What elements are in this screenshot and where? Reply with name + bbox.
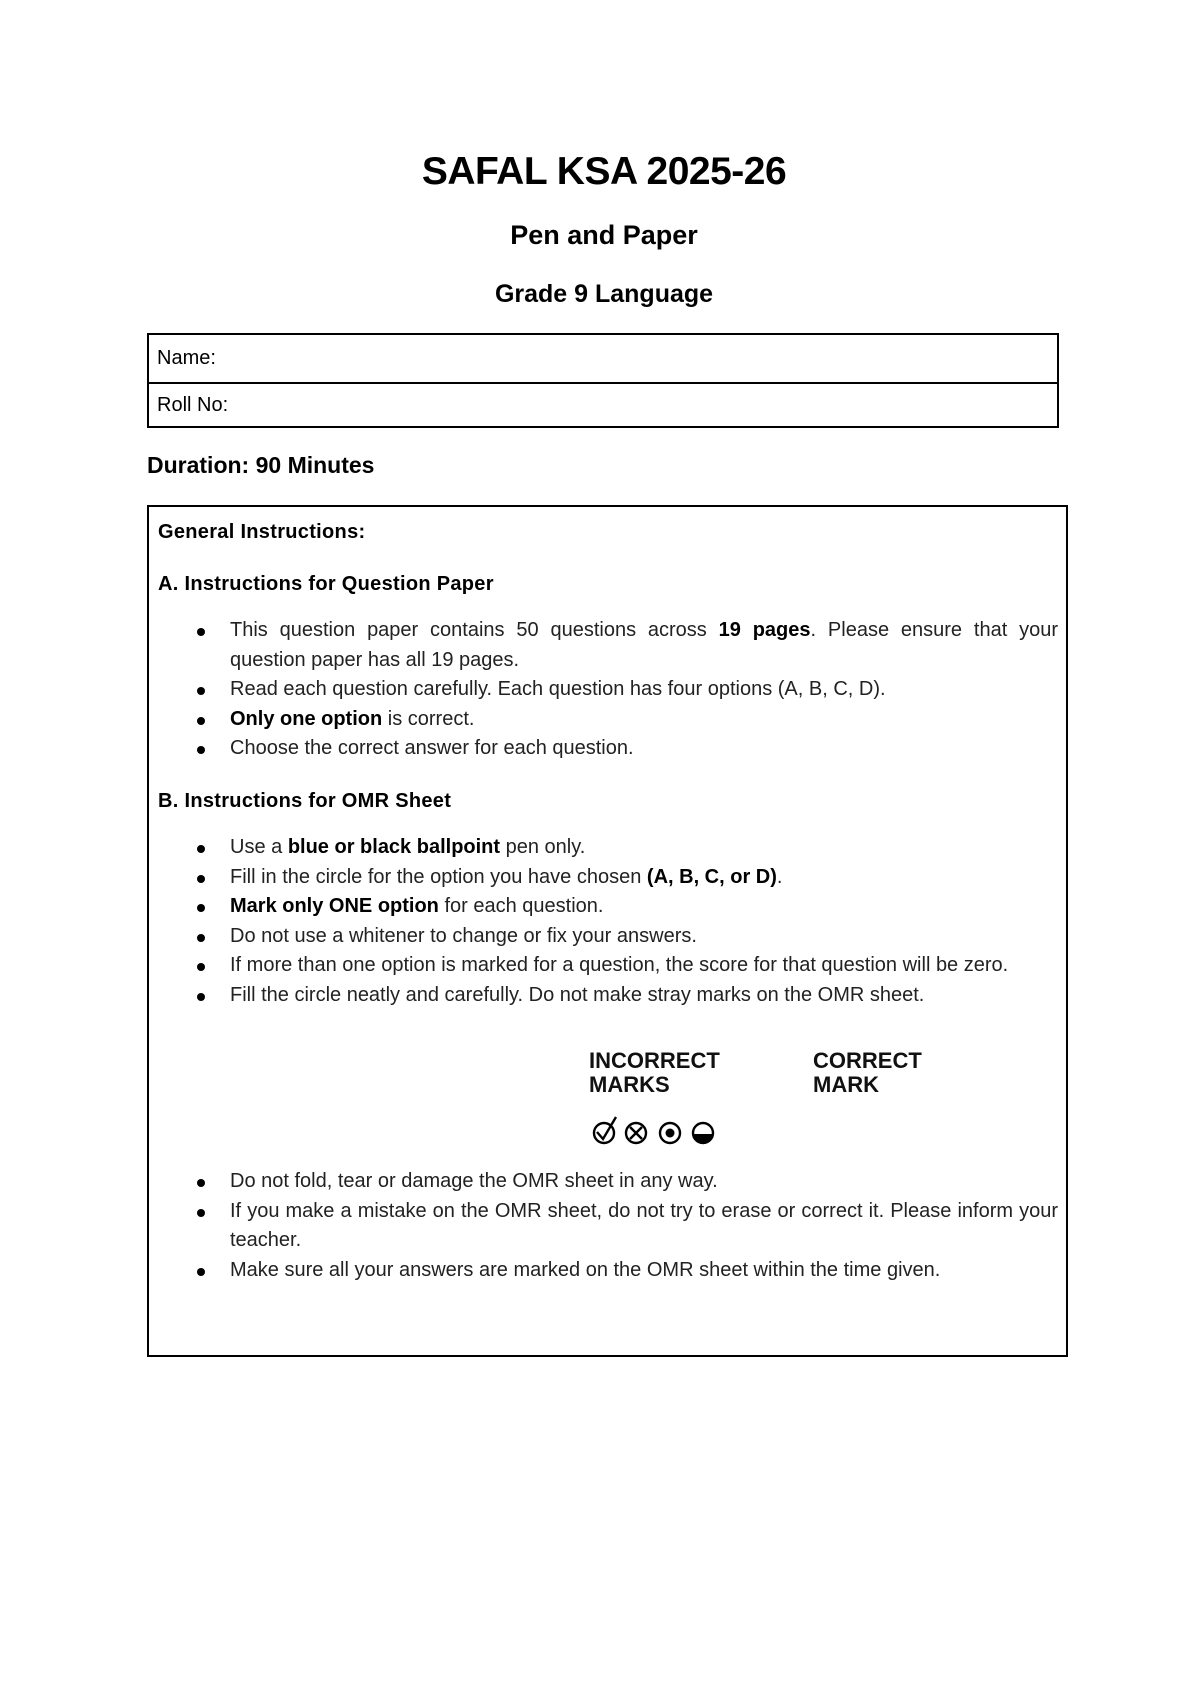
roll-number-label: Roll No: <box>157 393 229 416</box>
list-item: Fill in the circle for the option you have chosen (A, B, C, or D). <box>149 863 1068 893</box>
list-item: Do not fold, tear or damage the OMR sheet in any way. <box>149 1167 1068 1197</box>
grade-subject-heading: Grade 9 Language <box>494 280 714 308</box>
list-item: Make sure all your answers are marked on the OMR sheet within the time given. <box>149 1256 1068 1286</box>
omr-marks-svg <box>439 1049 799 1159</box>
list-item: Use a blue or black ballpoint pen only. <box>149 833 1068 863</box>
general-instructions-box <box>147 505 1068 1357</box>
list-item: If you make a mistake on the OMR sheet, do not try to erase or correct it. Please inform your teacher. <box>149 1197 1068 1256</box>
section-b-list <box>149 833 1068 1010</box>
list-item: Only one option is correct. <box>149 705 1068 735</box>
tick-mark-icon <box>594 1117 616 1143</box>
general-instructions-heading: General Instructions: <box>158 521 366 543</box>
student-info-table <box>147 333 1059 428</box>
omr-marks-figure <box>439 1048 922 1159</box>
list-item: Fill the circle neatly and carefully. Do not make stray marks on the OMR sheet. <box>149 981 1068 1011</box>
list-item: Read each question carefully. Each question has four options (A, B, C, D). <box>149 675 1068 705</box>
dot-mark-icon <box>660 1123 680 1143</box>
name-row[interactable] <box>149 335 1057 382</box>
cross-mark-icon <box>626 1123 646 1143</box>
list-item: Do not use a whitener to change or fix your answers. <box>149 922 1068 952</box>
section-a-list <box>149 616 1068 764</box>
list-item: Choose the correct answer for each question. <box>149 734 1068 764</box>
list-item: This question paper contains 50 questions across 19 pages. Please ensure that your question paper has all 19 pages. <box>149 616 1068 675</box>
incorrect-marks-label: INCORRECT MARKS <box>589 1048 720 1097</box>
list-item: If more than one option is marked for a question, the score for that question will be zero. <box>149 951 1068 981</box>
section-b-list-continued <box>149 1167 1068 1285</box>
duration-label: Duration: 90 Minutes <box>147 452 375 478</box>
half-filled-mark-icon <box>693 1123 713 1144</box>
roll-number-row[interactable] <box>149 382 1057 426</box>
correct-mark-label: CORRECT MARK <box>813 1048 922 1097</box>
name-label: Name: <box>157 347 216 369</box>
list-item: Mark only ONE option for each question. <box>149 892 1068 922</box>
page-title: SAFAL KSA 2025-26 <box>421 150 787 193</box>
section-a-title: A. Instructions for Question Paper <box>158 573 494 595</box>
exam-mode-subtitle: Pen and Paper <box>510 220 698 250</box>
section-b-title: B. Instructions for OMR Sheet <box>158 790 452 812</box>
